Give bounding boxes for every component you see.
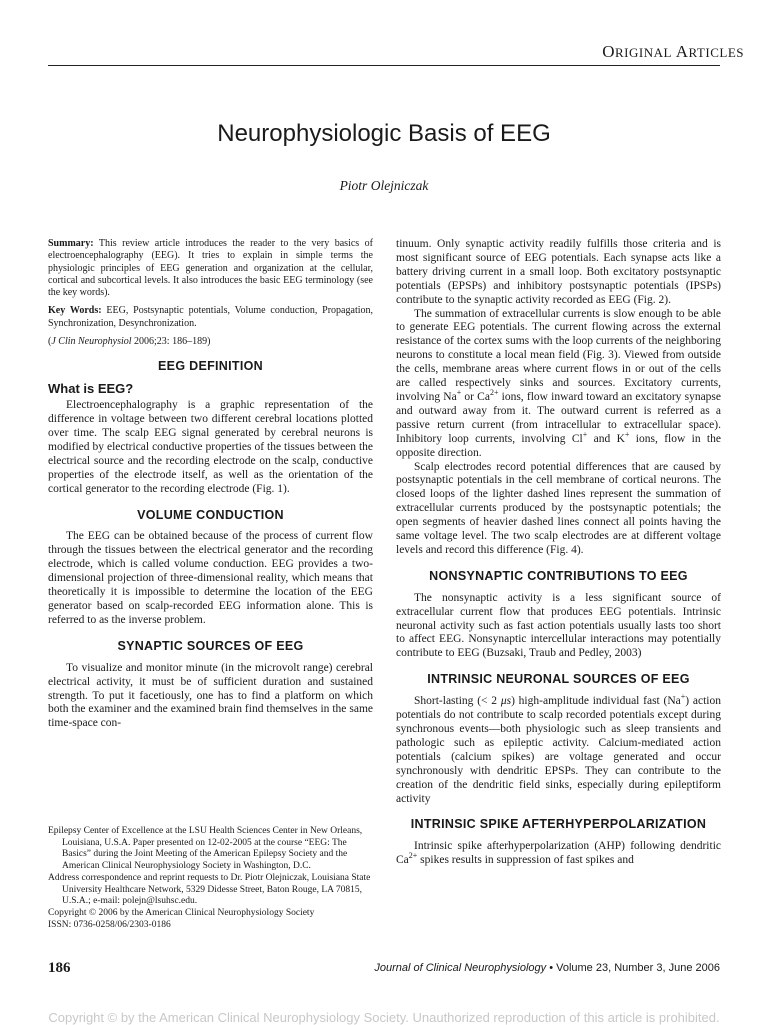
page-number: 186: [48, 960, 71, 976]
paragraph-scalp-electrodes: Scalp electrodes record potential differences that are caused by postsynaptic potentials in the cell membrane of cortical neurons. The closed loops of the lighter dashed lines represent the summation of extracellular currents produced by the postsynaptic potentials; the open segments of heavier dashed lines connect all points having the same voltage level. The two scalp electrodes are at different voltage levels and record this difference (Fig. 4).: [396, 460, 721, 556]
copyright-watermark: Copyright © by the American Clinical Neurophysiology Society. Unauthorized reproduction of this article is prohibited.: [48, 1010, 720, 1025]
heading-eeg-definition: EEG DEFINITION: [158, 359, 263, 374]
right-column: [396, 238, 721, 868]
heading-volume-conduction: VOLUME CONDUCTION: [137, 507, 284, 522]
heading-synaptic-sources: SYNAPTIC SOURCES OF EEG: [117, 638, 304, 653]
abstract-summary: Summary: This review article introduces the reader to the very basics of electroencephalography (EEG). It tries to explain in simple terms the physiologic principles of EEG generation and organization at the cellular, cortical and subcortical levels. It also introduces the basic EEG terminology (see the key words).: [48, 238, 373, 299]
paragraph-afterhyperpolarization: Intrinsic spike afterhyperpolarization (AHP) following dendritic $Ca^{2+}$ spikes results in suppression of fast spikes and: [396, 840, 721, 867]
footnotes: [48, 826, 373, 931]
heading-afterhyperpolarization: INTRINSIC SPIKE AFTERHYPERPOLARIZATION: [410, 817, 707, 832]
paragraph-intrinsic-neuronal: Short-lasting (< 2 μs) high-amplitude individual fast (Na+) action potentials do not contribute to scalp recorded potentials except during synchronous events—both physiologic such as sleep transients and pathologic such as epileptic activity. Calcium-mediated action potentials (calcium spikes) are voltage generated and occur synchronously with dendritic EPSPs. They can contribute to the creation of the dendritic field sinks, especially during epileptiform activity: [396, 692, 722, 805]
abstract-citation: (J Clin Neurophysiol 2006;23: 186–189): [48, 336, 211, 348]
section-label: ORIGINAL ARTICLES: [602, 42, 744, 61]
footnote-copyright: Copyright © 2006 by the American Clinical Neurophysiology Society: [48, 907, 315, 918]
article-title: Neurophysiologic Basis of EEG: [217, 120, 551, 147]
left-column: [48, 238, 373, 731]
header-rule: [48, 65, 720, 66]
footnote-issn: ISSN: 0736-0258/06/2303-0186: [48, 919, 171, 930]
journal-footer: Journal of Clinical Neurophysiology • Volume 23, Number 3, June 2006: [374, 962, 720, 974]
paragraph-synaptic-sources: To visualize and monitor minute (in the microvolt range) cerebral electrical activity, it must be of sufficient duration and sustained strength. To put it facetiously, one has to find a platform on which both the examiner and the examined brain find themselves in the same time-space con-: [48, 661, 373, 730]
paragraph-nonsynaptic: The nonsynaptic activity is a less significant source of extracellular current flow that produces EEG potentials. Intrinsic neuronal activity such as fast action potentials usually lasts too short to affect EEG. Nonsynaptic intercellular interactions may potentially contribute to EEG (Buzsaki, Traub and Pedley, 2003): [396, 591, 721, 660]
article-author: Piotr Olejniczak: [339, 178, 429, 193]
paragraph-continuum: tinuum. Only synaptic activity readily fulfills those criteria and is most significant source of EEG potentials. Each synapse acts like a battery driving current in a small loop. Both excitatory postsynaptic potentials (EPSPs) and inhibitory postsynaptic potentials (IPSPs) contribute to the synaptic activity recorded as EEG (Fig. 2).: [396, 238, 721, 306]
paragraph-extracellular-currents: The summation of extracellular currents is slow enough to be able to generate EEG potentials. The current flowing across the external resistance of the cortex sums with the loop currents of the neighboring neurons to constitute a local mean field (Fig. 3). Viewed from outside the cells, membrane areas where current flows in or out of the cells are called respectively sinks and sources. Excitatory currents, involving Na+ or $Ca^{2+}$ ions, flow inward toward an excitatory synapse and outward away from it. The outward current is referred as a passive return current (from intracellular to extracellular space). Inhibitory loop currents, involving Cl+ and K+ ions, flow in the opposite direction.: [396, 307, 721, 459]
subheading-what-is-eeg: What is EEG?: [48, 381, 134, 397]
abstract: [48, 238, 373, 348]
paragraph-eeg-definition: Electroencephalography is a graphic representation of the difference in voltage between two different cerebral locations plotted over time. The scalp EEG signal generated by cerebral neurons is modified by electrical conductive properties of the tissues between the electrical source and the recording electrode on the scalp, conductive properties of the electrode itself, as well as the orientation of the cortical generator to the recording electrode (Fig. 1).: [48, 399, 373, 495]
footnote-affiliation: Epilepsy Center of Excellence at the LSU Health Sciences Center in New Orleans, Louisiana, U.S.A. Paper presented on 12-02-2005 at the course “EEG: The Basics” during the Joint Meeting of the American Epilepsy Society and the American Clinical Neurophysiology Society in Washington, D.C.: [48, 826, 363, 872]
footnote-correspondence: Address correspondence and reprint requests to Dr. Piotr Olejniczak, Louisiana State University Healthcare Network, 5329 Didesse Street, Baton Rouge, LA 70815, U.S.A.; e-mail: polejn@lsuhsc.edu.: [48, 872, 371, 907]
heading-intrinsic-neuronal: INTRINSIC NEURONAL SOURCES OF EEG: [427, 672, 690, 687]
paragraph-volume-conduction: The EEG can be obtained because of the process of current flow through the tissues between the electrical generator and the recording electrode, which is called volume conduction. EEG provides a two-dimensional projection of three-dimensional reality, which means that theoretically it is impossible to determine the location of the EEG generator based on scalp-recorded EEG information alone. This is referred to as the inverse problem.: [48, 530, 373, 626]
heading-nonsynaptic: NONSYNAPTIC CONTRIBUTIONS TO EEG: [429, 568, 688, 583]
abstract-keywords: Key Words: EEG, Postsynaptic potentials, Volume conduction, Propagation, Synchronization, Desynchronization.: [48, 305, 373, 329]
